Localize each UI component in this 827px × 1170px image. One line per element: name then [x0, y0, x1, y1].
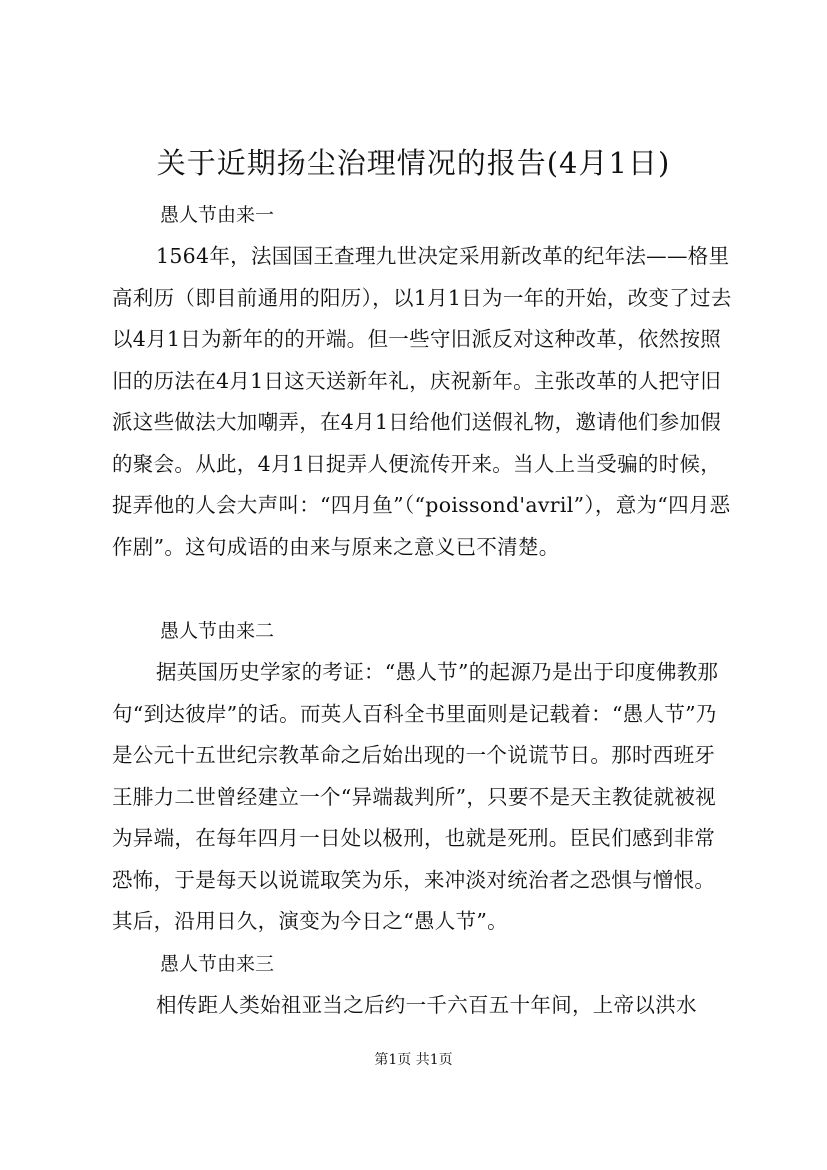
page-footer: 第1页 共1页: [374, 1052, 453, 1068]
document-title: 关于近期扬尘治理情况的报告(4月1日): [156, 146, 671, 180]
section-heading-2: 愚人节由来二: [160, 620, 275, 642]
section-body-1: 1564年，法国国王查理九世决定采用新改革的纪年法——格里高利历（即目前通用的阳历），以1月1日为一年的开始，改变了过去以4月1日为新年的的开端。但一些守旧派反对这种改革，依然按照旧的历法在4月1日这天送新年礼，庆祝新年。主张改革的人把守旧派这些做法大加嘲弄，在4月1日给他们送假礼物，邀请他们参加假的聚会。从此，4月1日捉弄人便流传开来。当人上当受骗的时候，捉弄他的人会大声叫：“四月鱼”（“poissond'avril”），意为“四月恶作剧”。这句成语的由来与原来之意义已不清楚。: [112, 244, 732, 559]
section-body-3: 相传距人类始祖亚当之后约一千六百五十年间，上帝以洪水: [156, 993, 697, 1017]
section-body-2: 据英国历史学家的考证：“愚人节”的起源乃是出于印度佛教那句“到达彼岸”的话。而英人百科全书里面则是记载着：“愚人节”乃是公元十五世纪宗教革命之后始出现的一个说谎节日。那时西班牙王腓力二世曾经建立一个“异端裁判所”，只要不是天主教徒就被视为异端，在每年四月一日处以极刑，也就是死刑。臣民们感到非常恐怖，于是每天以说谎取笑为乐，来冲淡对统治者之恐惧与憎恨。其后，沿用日久，演变为今日之“愚人节”。: [112, 660, 719, 933]
section-heading-3: 愚人节由来三: [160, 953, 275, 975]
section-heading-1: 愚人节由来一: [160, 204, 275, 226]
